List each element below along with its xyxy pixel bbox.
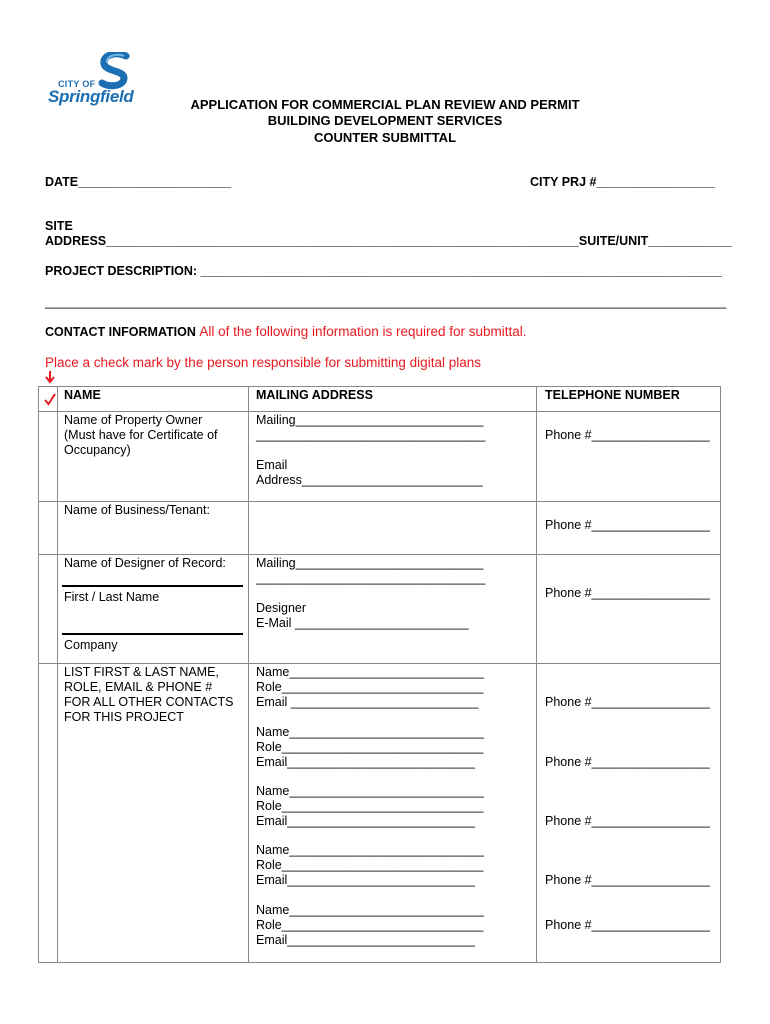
owner-email-address-field[interactable]: Address__________________________ xyxy=(256,473,483,487)
contact-email-field[interactable]: Email ___________________________ xyxy=(256,695,479,709)
business-checkbox[interactable] xyxy=(39,502,57,554)
designer-company-label: Company xyxy=(64,638,118,652)
contact-phone-field[interactable]: Phone #_________________ xyxy=(545,695,710,709)
contact-email-field[interactable]: Email___________________________ xyxy=(256,755,475,769)
contact-name-field[interactable]: Name____________________________ xyxy=(256,784,484,798)
city-prj-field[interactable]: CITY PRJ #_________________ xyxy=(530,175,715,189)
title-line-1: APPLICATION FOR COMMERCIAL PLAN REVIEW AND PERMIT xyxy=(190,97,580,112)
contact-role-field[interactable]: Role_____________________________ xyxy=(256,740,484,754)
contact-info-line xyxy=(45,324,527,339)
contact-name-field[interactable]: Name____________________________ xyxy=(256,725,484,739)
others-checkbox[interactable] xyxy=(39,664,57,962)
designer-checkbox[interactable] xyxy=(39,555,57,663)
designer-phone-field[interactable]: Phone #_________________ xyxy=(545,586,710,600)
contact-email-field[interactable]: Email___________________________ xyxy=(256,873,475,887)
contact-role-field[interactable]: Role_____________________________ xyxy=(256,858,484,872)
contact-name-field[interactable]: Name____________________________ xyxy=(256,843,484,857)
owner-label-1: Name of Property Owner xyxy=(64,413,203,427)
site-label: SITE xyxy=(45,219,73,233)
owner-label-2: (Must have for Certificate of xyxy=(64,428,218,442)
contact-info-label: CONTACT INFORMATION xyxy=(45,325,196,339)
owner-mailing-field-2[interactable]: _________________________________ xyxy=(256,428,486,442)
others-label-4: FOR THIS PROJECT xyxy=(64,710,184,724)
title-line-3: COUNTER SUBMITTAL xyxy=(313,130,457,145)
contact-phone-field[interactable]: Phone #_________________ xyxy=(545,873,710,887)
springfield-s-logo-icon xyxy=(98,52,132,92)
logo-springfield: Springfield xyxy=(48,87,134,106)
designer-mailing-field-2[interactable]: _________________________________ xyxy=(256,571,486,585)
contact-info-note: All of the following information is required for submittal. xyxy=(199,324,527,339)
contact-name-field[interactable]: Name____________________________ xyxy=(256,903,484,917)
check-instruction: Place a check mark by the person responsible for submitting digital plans xyxy=(45,355,481,370)
project-description-line-2[interactable]: __________________________________________________________________________________________________ xyxy=(45,295,727,309)
designer-company-line[interactable] xyxy=(62,633,243,635)
project-description-field[interactable]: PROJECT DESCRIPTION: ___________________________________________________________________________ xyxy=(45,264,722,278)
designer-first-last-label: First / Last Name xyxy=(64,590,160,604)
contact-phone-field[interactable]: Phone #_________________ xyxy=(545,918,710,932)
designer-name-line[interactable] xyxy=(62,585,243,587)
date-field[interactable]: DATE______________________ xyxy=(45,175,232,189)
contact-email-field[interactable]: Email___________________________ xyxy=(256,933,475,947)
contact-email-field[interactable]: Email___________________________ xyxy=(256,814,475,828)
business-label: Name of Business/Tenant: xyxy=(64,503,210,517)
designer-mailing-field[interactable]: Mailing___________________________ xyxy=(256,556,484,570)
check-mark-icon xyxy=(43,392,57,406)
logo-city-of: CITY OF xyxy=(58,79,96,89)
down-arrow-icon xyxy=(44,370,56,384)
header-telephone: TELEPHONE NUMBER xyxy=(545,388,680,402)
contact-name-field[interactable]: Name____________________________ xyxy=(256,665,484,679)
owner-mailing-field[interactable]: Mailing___________________________ xyxy=(256,413,484,427)
address-field[interactable]: ADDRESS____________________________________________________________________SUITE/UNIT____________ xyxy=(45,234,732,248)
business-phone-field[interactable]: Phone #_________________ xyxy=(545,518,710,532)
others-label-2: ROLE, EMAIL & PHONE # xyxy=(64,680,213,694)
designer-label: Name of Designer of Record: xyxy=(64,556,226,570)
contact-role-field[interactable]: Role_____________________________ xyxy=(256,918,484,932)
contact-role-field[interactable]: Role_____________________________ xyxy=(256,680,484,694)
header-mailing-address: MAILING ADDRESS xyxy=(256,388,373,402)
header-name: NAME xyxy=(64,388,101,402)
owner-phone-field[interactable]: Phone #_________________ xyxy=(545,428,710,442)
owner-label-3: Occupancy) xyxy=(64,443,131,457)
contact-phone-field[interactable]: Phone #_________________ xyxy=(545,755,710,769)
others-label-1: LIST FIRST & LAST NAME, xyxy=(64,665,219,679)
designer-email-field[interactable]: E-Mail _________________________ xyxy=(256,616,469,630)
owner-checkbox[interactable] xyxy=(39,412,57,501)
others-label-3: FOR ALL OTHER CONTACTS xyxy=(64,695,234,709)
contact-role-field[interactable]: Role_____________________________ xyxy=(256,799,484,813)
title-line-2: BUILDING DEVELOPMENT SERVICES xyxy=(267,113,503,128)
designer-designer-label: Designer xyxy=(256,601,307,615)
owner-email-label: Email xyxy=(256,458,288,472)
contact-phone-field[interactable]: Phone #_________________ xyxy=(545,814,710,828)
